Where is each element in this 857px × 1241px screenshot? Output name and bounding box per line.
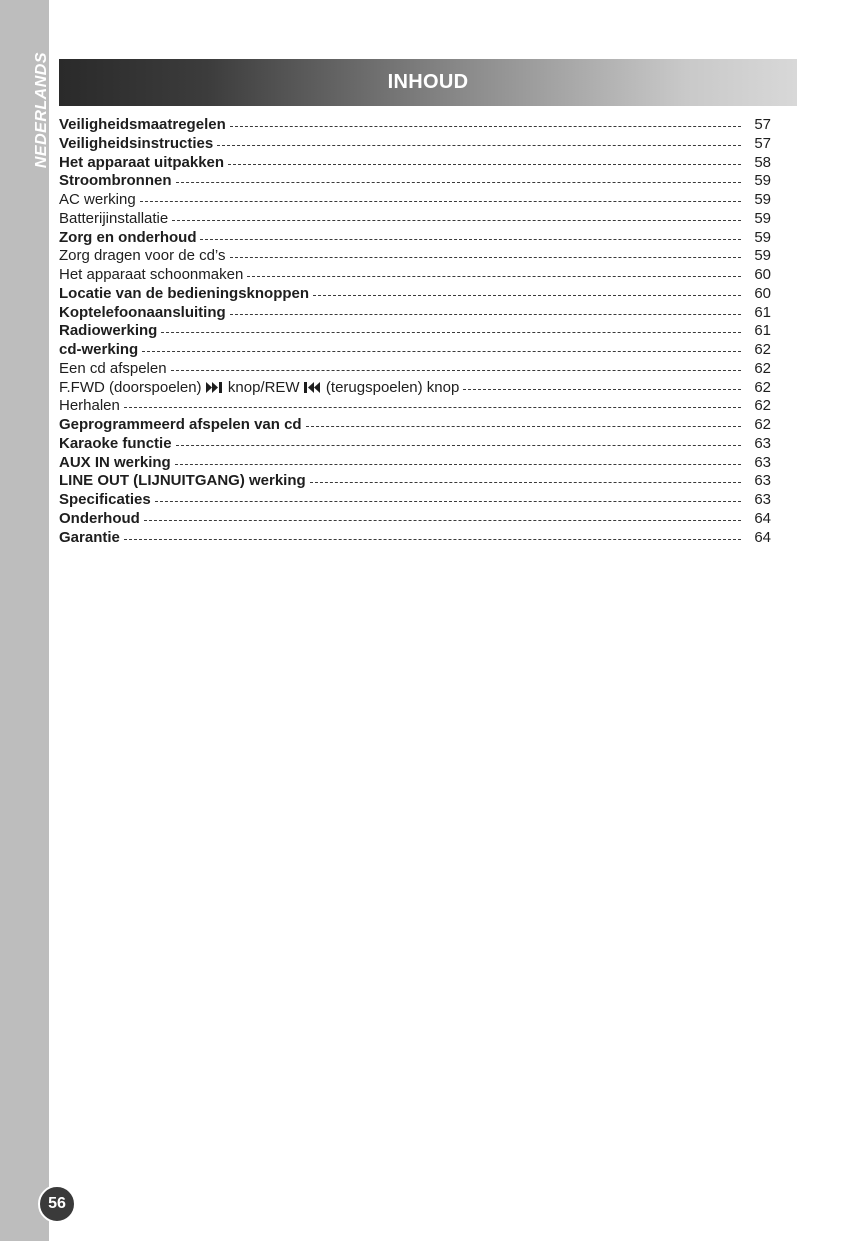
toc-entry-page: 63	[754, 434, 771, 452]
toc-entry-title: Herhalen	[59, 397, 120, 415]
toc-entry-title: Onderhoud	[59, 509, 140, 527]
toc-entry-title: Zorg dragen voor de cd’s	[59, 247, 226, 265]
toc-entry-page: 57	[754, 134, 771, 152]
toc-entry-page: 62	[754, 416, 771, 433]
toc-entry[interactable]	[59, 510, 771, 529]
dot-leader	[172, 220, 741, 221]
toc-entry[interactable]	[59, 210, 771, 229]
toc-entry-page: 60	[754, 266, 771, 283]
dot-leader	[171, 370, 741, 371]
toc-entry-title: Batterijinstallatie	[59, 209, 169, 227]
toc-entry-page: 62	[754, 341, 771, 358]
dot-leader	[175, 464, 741, 465]
toc-entry-title: Veiligheidsmaatregelen	[59, 116, 226, 133]
toc-entry[interactable]	[59, 472, 771, 491]
dot-leader	[306, 426, 741, 427]
toc-entry-title: Specificaties	[59, 491, 151, 508]
language-side-strip	[0, 0, 49, 1241]
toc-entry-title: Koptelefoonaansluiting	[59, 303, 226, 321]
toc-entry[interactable]	[59, 397, 771, 416]
toc-entry-page: 61	[754, 303, 771, 321]
toc-entry[interactable]	[59, 135, 771, 154]
dot-leader	[144, 520, 741, 521]
toc-entry-page: 61	[754, 322, 771, 340]
toc-entry-page: 59	[754, 209, 771, 227]
toc-entry-title: Garantie	[59, 528, 120, 546]
toc-entry-page: 64	[754, 509, 771, 527]
toc-entry[interactable]	[59, 360, 771, 379]
dot-leader	[155, 501, 741, 502]
dot-leader	[176, 445, 741, 446]
toc-entry-page: 59	[754, 172, 771, 190]
toc-entry[interactable]	[59, 116, 771, 135]
toc-entry[interactable]	[59, 304, 771, 323]
dot-leader	[217, 145, 741, 146]
next-track-icon	[206, 380, 224, 399]
toc-entry-title: Zorg en onderhoud	[59, 228, 197, 246]
dot-leader	[124, 539, 741, 540]
toc-entry-page: 62	[754, 359, 771, 377]
page-number-badge: 56	[38, 1185, 76, 1223]
previous-track-icon	[304, 380, 322, 399]
toc-entry-title: cd-werking	[59, 341, 139, 358]
language-label: NEDERLANDS	[33, 52, 50, 169]
toc-entry[interactable]	[59, 454, 771, 473]
toc-entry[interactable]	[59, 416, 771, 435]
toc-entry-page: 63	[754, 453, 771, 471]
toc-entry-page: 62	[754, 378, 771, 396]
toc-entry-title-part: knop/REW	[223, 378, 304, 396]
toc-entry[interactable]	[59, 266, 771, 285]
toc-entry-page: 59	[754, 247, 771, 265]
toc-entry-page: 62	[754, 397, 771, 415]
toc-entry-title: Een cd afspelen	[59, 359, 167, 377]
toc-entry-title: Locatie van de bedieningsknoppen	[59, 284, 310, 302]
toc-entry-page: 58	[754, 153, 771, 171]
toc-entry-page: 59	[754, 191, 771, 208]
dot-leader	[230, 314, 741, 315]
toc-entry[interactable]	[59, 285, 771, 304]
toc-entry-title: Het apparaat schoonmaken	[59, 266, 244, 283]
dot-leader	[124, 407, 741, 408]
toc-entry-page: 63	[754, 472, 771, 490]
toc-entry[interactable]	[59, 322, 771, 341]
toc-entry-title: Het apparaat uitpakken	[59, 153, 225, 171]
dot-leader	[140, 201, 741, 202]
toc-entry-page: 64	[754, 528, 771, 546]
dot-leader	[463, 389, 741, 390]
toc-entry-title	[59, 379, 463, 399]
header-bar	[59, 59, 797, 106]
dot-leader	[142, 351, 741, 352]
toc-entry-title-part: F.FWD (doorspoelen)	[59, 378, 206, 396]
toc-entry[interactable]	[59, 491, 771, 510]
toc-entry-title: Geprogrammeerd afspelen van cd	[59, 416, 302, 433]
toc-entry[interactable]	[59, 341, 771, 360]
toc-entry-title-part: (terugspoelen) knop	[321, 378, 460, 396]
dot-leader	[200, 239, 741, 240]
toc-entry-title: AUX IN werking	[59, 453, 171, 471]
dot-leader	[310, 482, 741, 483]
dot-leader	[247, 276, 741, 277]
dot-leader	[161, 332, 741, 333]
dot-leader	[313, 295, 741, 296]
toc-entry[interactable]	[59, 191, 771, 210]
page-title: INHOUD	[387, 71, 469, 93]
toc-entry[interactable]	[59, 529, 771, 548]
toc-entry-page: 59	[754, 228, 771, 246]
toc-entry[interactable]	[59, 247, 771, 266]
toc-entry-page: 63	[754, 491, 771, 508]
toc-entry-title: LINE OUT (LIJNUITGANG) werking	[59, 472, 306, 490]
dot-leader	[176, 182, 742, 183]
toc-entry[interactable]	[59, 172, 771, 191]
dot-leader	[230, 126, 741, 127]
toc-entry-title: Veiligheidsinstructies	[59, 134, 214, 152]
table-of-contents	[59, 116, 771, 547]
toc-entry[interactable]	[59, 435, 771, 454]
toc-entry[interactable]	[59, 229, 771, 248]
dot-leader	[228, 164, 741, 165]
dot-leader	[230, 257, 742, 258]
toc-entry-title: Radiowerking	[59, 322, 158, 340]
toc-entry[interactable]	[59, 154, 771, 173]
toc-entry-title: AC werking	[59, 191, 136, 208]
toc-entry[interactable]	[59, 379, 771, 398]
toc-entry-title: Karaoke functie	[59, 434, 172, 452]
toc-entry-title: Stroombronnen	[59, 172, 172, 190]
toc-entry-page: 57	[754, 116, 771, 133]
toc-entry-page: 60	[754, 284, 771, 302]
